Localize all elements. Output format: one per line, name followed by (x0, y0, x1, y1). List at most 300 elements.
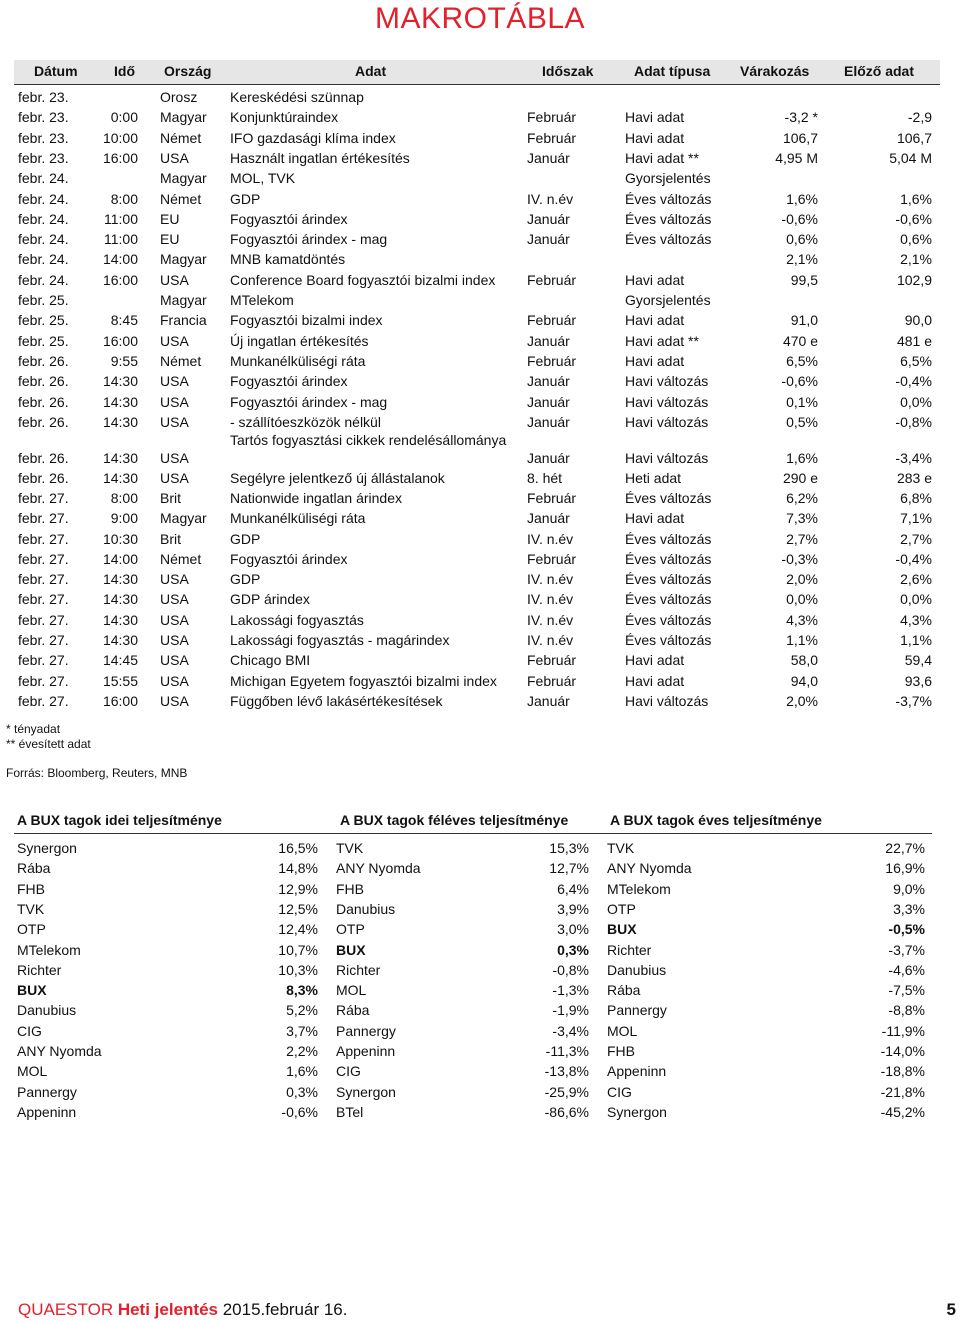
cell-period: Február (527, 352, 577, 369)
cell-period: IV. n.év (527, 571, 574, 588)
cell-country: USA (160, 652, 189, 669)
bux-value: -13,8% (544, 1063, 589, 1080)
cell-period: Február (527, 489, 577, 506)
cell-country: USA (160, 591, 189, 608)
cell-data: GDP (230, 190, 261, 207)
table-row (0, 351, 960, 371)
cell-period: Január (527, 393, 570, 410)
cell-previous: 0,0% (900, 393, 932, 410)
cell-country: USA (160, 271, 189, 288)
header-type: Adat típusa (634, 63, 711, 79)
table-row (0, 630, 960, 650)
cell-data: Konjunktúraindex (230, 109, 339, 126)
bux-value: -11,3% (545, 1043, 589, 1059)
bux-value: 3,9% (557, 900, 589, 917)
cell-time: 14:30 (102, 393, 138, 410)
footer-date: 2015.február 16. (222, 1300, 348, 1319)
cell-expected: 470 e (782, 332, 818, 349)
cell-date: febr. 26. (18, 469, 69, 486)
cell-expected: 0,0% (786, 591, 818, 608)
bux-value: 1,6% (286, 1063, 318, 1080)
bux-name: BUX (607, 921, 637, 938)
cell-period: Január (527, 450, 570, 467)
cell-country: USA (160, 149, 189, 166)
bux-value: -21,8% (880, 1083, 925, 1100)
cell-previous: 4,3% (900, 611, 932, 628)
cell-expected: 2,0% (786, 571, 818, 588)
cell-expected: 4,3% (786, 611, 818, 628)
table-row (0, 290, 960, 310)
cell-date: febr. 24. (18, 210, 69, 227)
table-row (0, 392, 960, 412)
cell-data: Függőben lévő lakásértékesítések (230, 692, 443, 709)
cell-date: febr. 24. (18, 271, 69, 288)
bux-name: Appeninn (336, 1043, 396, 1059)
cell-type: Havi adat ** (625, 149, 699, 166)
cell-type: Havi adat (625, 129, 685, 146)
cell-country: USA (160, 611, 189, 628)
cell-country: Magyar (160, 170, 207, 187)
cell-date: febr. 26. (18, 450, 69, 467)
bux-name: Appeninn (17, 1103, 77, 1120)
cell-previous: 6,5% (900, 352, 932, 369)
cell-time: 15:55 (102, 672, 138, 689)
cell-previous: 2,6% (900, 571, 932, 588)
table-row (0, 229, 960, 249)
bux-name: MTelekom (607, 880, 671, 897)
cell-previous: 0,6% (900, 231, 932, 248)
cell-data: Fogyasztói árindex (230, 210, 348, 227)
table-row (0, 650, 960, 670)
bux-value: -25,9% (544, 1083, 589, 1100)
source-note: Forrás: Bloomberg, Reuters, MNB (6, 766, 188, 780)
bux-row (0, 1061, 960, 1081)
cell-data: Lakossági fogyasztás - magárindex (230, 632, 450, 648)
bux-row (0, 1082, 960, 1102)
bux-name: OTP (336, 921, 365, 938)
cell-expected: 58,0 (790, 652, 818, 669)
cell-type: Éves változás (625, 210, 712, 227)
bux-value: 0,3% (557, 941, 589, 958)
bux-row (0, 919, 960, 939)
cell-previous: 59,4 (904, 652, 932, 669)
cell-date: febr. 27. (18, 550, 69, 567)
cell-previous: 0,0% (900, 591, 932, 608)
cell-type: Éves változás (625, 591, 712, 608)
bux-name: TVK (17, 900, 45, 917)
cell-expected: 6,5% (786, 352, 818, 369)
cell-type: Gyorsjelentés (625, 170, 711, 187)
bux-name: BTel (336, 1103, 364, 1120)
cell-type: Havi változás (625, 373, 709, 390)
cell-period: IV. n.év (527, 190, 574, 207)
bux-value: 10,3% (278, 961, 318, 978)
table-row (0, 432, 960, 468)
header-previous: Előző adat (844, 63, 915, 79)
table-row (0, 468, 960, 488)
cell-expected: 1,1% (786, 632, 818, 648)
bux-value: -4,6% (888, 961, 925, 978)
cell-country: Magyar (160, 292, 207, 308)
cell-time: 11:00 (104, 210, 138, 227)
table-row (0, 671, 960, 691)
bux-name: Synergon (607, 1103, 667, 1120)
cell-date: febr. 27. (18, 571, 69, 588)
cell-data: Fogyasztói árindex - mag (230, 393, 388, 410)
cell-expected: 0,6% (786, 231, 818, 248)
table-row (0, 549, 960, 569)
cell-country: USA (160, 450, 189, 467)
cell-date: febr. 23. (18, 89, 69, 105)
cell-time: 9:00 (110, 510, 138, 527)
bux-value: -11,9% (881, 1022, 925, 1039)
bux-name: Rába (17, 860, 51, 877)
cell-period: IV. n.év (527, 530, 574, 547)
cell-previous: 2,7% (900, 530, 932, 547)
table-row (0, 168, 960, 188)
bux-value: 12,9% (278, 880, 318, 897)
cell-type: Havi adat ** (625, 332, 699, 349)
cell-country: EU (160, 210, 180, 227)
cell-period: Január (527, 413, 570, 430)
cell-expected: -3,2 * (784, 109, 818, 126)
bux-value: 22,7% (885, 840, 925, 856)
cell-previous: 6,8% (900, 489, 932, 506)
cell-expected: 0,1% (786, 393, 818, 410)
cell-data: GDP (230, 571, 261, 588)
bux-name: Richter (17, 961, 62, 978)
bux-value: -7,5% (888, 982, 925, 999)
cell-date: febr. 26. (18, 373, 69, 390)
footer-report: Heti jelentés (117, 1300, 218, 1319)
cell-data: Kereskédési szünnap (230, 89, 364, 105)
header-data: Adat (355, 63, 387, 79)
cell-time: 8:45 (110, 312, 138, 329)
cell-expected: 106,7 (782, 129, 818, 146)
cell-date: febr. 26. (18, 393, 69, 410)
cell-data: Lakossági fogyasztás (230, 611, 364, 628)
cell-previous: 102,9 (896, 271, 932, 288)
cell-time: 16:00 (102, 271, 138, 288)
cell-type: Éves változás (625, 611, 712, 628)
cell-data: Conference Board fogyasztói bizalmi index (230, 271, 496, 288)
cell-country: USA (160, 373, 189, 390)
cell-country: EU (160, 231, 180, 248)
cell-period: Február (527, 550, 577, 567)
cell-period: Február (527, 652, 577, 669)
cell-time: 16:00 (102, 332, 138, 349)
cell-type: Havi adat (625, 271, 685, 288)
table-row (0, 610, 960, 630)
bux-value: 0,3% (286, 1083, 318, 1100)
bux-name: CIG (336, 1063, 361, 1080)
cell-period: 8. hét (527, 469, 563, 486)
header-time: Idő (114, 63, 135, 79)
cell-period: IV. n.év (527, 611, 574, 628)
cell-country: Német (160, 190, 202, 207)
bux-value: -0,6% (281, 1103, 318, 1120)
cell-data: Tartós fogyasztási cikkek rendelésállománya (230, 432, 507, 449)
bux-value: 5,2% (286, 1002, 318, 1019)
cell-type: Éves változás (625, 530, 712, 547)
page-title: MAKROTÁBLA (374, 2, 586, 35)
cell-type: Éves változás (625, 632, 712, 648)
bux-name: CIG (17, 1022, 42, 1039)
cell-data: Használt ingatlan értékesítés (230, 149, 410, 166)
cell-data: Munkanélküliségi ráta (230, 510, 366, 527)
bux-name: ANY Nyomda (336, 860, 421, 877)
bux-row (0, 960, 960, 980)
cell-expected: 1,6% (786, 450, 818, 467)
cell-time: 14:30 (102, 591, 138, 608)
table-row (0, 508, 960, 528)
cell-country: Német (160, 352, 202, 369)
header-date: Dátum (34, 63, 78, 79)
bux-value: 3,3% (893, 900, 925, 917)
bux-name: Synergon (17, 840, 77, 856)
cell-date: febr. 23. (18, 129, 69, 146)
bux-name: CIG (607, 1083, 632, 1100)
bux-value: 2,2% (286, 1043, 318, 1059)
bux-row (0, 1041, 960, 1061)
bux-value: 12,7% (549, 860, 589, 877)
bux-row (0, 838, 960, 858)
cell-previous: 93,6 (904, 672, 932, 689)
cell-country: USA (160, 469, 189, 486)
cell-type: Éves változás (625, 550, 712, 567)
bux-value: 9,0% (893, 880, 925, 897)
table-row (0, 310, 960, 330)
bux-row (0, 940, 960, 960)
bux-name: Pannergy (607, 1002, 667, 1019)
cell-date: febr. 26. (18, 352, 69, 369)
cell-expected: -0,3% (781, 550, 818, 567)
cell-period: Január (527, 231, 570, 248)
cell-country: USA (160, 632, 189, 648)
cell-date: febr. 24. (18, 190, 69, 207)
bux-value: 14,8% (278, 860, 318, 877)
bux-value: 6,4% (557, 880, 589, 897)
cell-date: febr. 27. (18, 489, 69, 506)
cell-time: 14:00 (102, 550, 138, 567)
table-row (0, 331, 960, 351)
footer (18, 1300, 347, 1320)
table-row (0, 488, 960, 508)
cell-period: IV. n.év (527, 632, 574, 648)
cell-date: febr. 27. (18, 672, 69, 689)
bux-value: -0,8% (552, 961, 589, 978)
bux-row (0, 1102, 960, 1122)
bux-name: Appeninn (607, 1063, 667, 1080)
cell-expected: -0,6% (781, 210, 818, 227)
cell-type: Havi változás (625, 413, 709, 430)
cell-previous: -3,7% (895, 692, 932, 709)
cell-type: Éves változás (625, 231, 712, 248)
cell-data: GDP (230, 530, 261, 547)
cell-date: febr. 27. (18, 510, 69, 527)
cell-time: 14:00 (102, 251, 138, 268)
bux-name: Rába (607, 982, 641, 999)
cell-expected: 94,0 (790, 672, 818, 689)
bux-value: -3,4% (552, 1022, 589, 1039)
bux-value: -0,5% (888, 921, 925, 938)
cell-expected: -0,6% (781, 373, 818, 390)
cell-date: febr. 27. (18, 632, 69, 648)
bux-value: -86,6% (544, 1103, 589, 1120)
cell-time: 14:30 (102, 632, 138, 648)
cell-expected: 290 e (782, 469, 818, 486)
cell-date: febr. 24. (18, 231, 69, 248)
cell-previous: 481 e (896, 332, 932, 349)
cell-type: Havi változás (625, 393, 709, 410)
table-row (0, 569, 960, 589)
cell-previous: 5,04 M (889, 149, 932, 166)
cell-expected: 0,5% (786, 413, 818, 430)
bux-value: -3,7% (888, 941, 925, 958)
cell-time: 0:00 (110, 109, 138, 126)
note-annualized: ** évesített adat (6, 737, 91, 751)
cell-previous: -2,9 (907, 109, 932, 126)
bux-row (0, 879, 960, 899)
cell-time: 14:30 (102, 413, 138, 430)
cell-country: Német (160, 129, 202, 146)
cell-expected: 1,6% (786, 190, 818, 207)
cell-date: febr. 25. (18, 332, 69, 349)
cell-type: Havi adat (625, 109, 685, 126)
cell-previous: -0,4% (895, 373, 932, 390)
cell-type: Havi változás (625, 450, 709, 467)
header-country: Ország (164, 63, 212, 79)
cell-time: 14:30 (102, 373, 138, 390)
cell-date: febr. 25. (18, 312, 69, 329)
bux-name: MOL (17, 1063, 48, 1080)
cell-expected: 91,0 (790, 312, 818, 329)
table-row (0, 148, 960, 168)
cell-country: USA (160, 332, 189, 349)
cell-data: Fogyasztói árindex (230, 373, 348, 390)
cell-previous: 283 e (896, 469, 932, 486)
bux-name: Richter (336, 961, 381, 978)
cell-data: Fogyasztói bizalmi index (230, 312, 383, 329)
bux-name: BUX (17, 982, 47, 999)
table-row (0, 87, 960, 107)
cell-data: Nationwide ingatlan árindex (230, 489, 402, 506)
bux-name: ANY Nyomda (607, 860, 692, 877)
cell-expected: 7,3% (786, 510, 818, 527)
cell-period: Február (527, 129, 577, 146)
cell-date: febr. 27. (18, 652, 69, 669)
bux-row (0, 1000, 960, 1020)
bux-value: 12,4% (278, 921, 318, 938)
bux-value: 3,0% (557, 921, 589, 938)
cell-expected: 2,0% (786, 692, 818, 709)
cell-expected: 99,5 (790, 271, 818, 288)
cell-data: IFO gazdasági klíma index (230, 129, 396, 146)
bux-name: FHB (17, 880, 45, 897)
table-row (0, 691, 960, 711)
bux-ytd-title: A BUX tagok idei teljesítménye (17, 812, 222, 828)
bux-value: 15,3% (549, 840, 589, 856)
cell-data: MTelekom (230, 292, 294, 308)
table-row (0, 209, 960, 229)
cell-date: febr. 26. (18, 413, 69, 430)
cell-period: Január (527, 692, 570, 709)
cell-previous: -0,4% (895, 550, 932, 567)
cell-data: GDP árindex (230, 591, 310, 608)
cell-period: Január (527, 332, 570, 349)
cell-country: Magyar (160, 510, 207, 527)
cell-data: Chicago BMI (230, 652, 311, 669)
cell-date: febr. 24. (18, 251, 69, 268)
bux-row (0, 1021, 960, 1041)
table-header (14, 60, 940, 85)
cell-previous: 7,1% (900, 510, 932, 527)
cell-type: Heti adat (625, 469, 682, 486)
cell-previous: 90,0 (904, 312, 932, 329)
bux-value: 16,5% (278, 840, 318, 856)
cell-data: Új ingatlan értékesítés (230, 332, 369, 349)
cell-country: USA (160, 393, 189, 410)
bux-name: Pannergy (336, 1022, 396, 1039)
bux-name: OTP (17, 921, 46, 938)
cell-time: 8:00 (110, 190, 138, 207)
cell-country: Magyar (160, 109, 207, 126)
cell-date: febr. 27. (18, 692, 69, 709)
bux-name: MOL (607, 1022, 638, 1039)
cell-country: USA (160, 692, 189, 709)
cell-previous: 1,6% (900, 190, 932, 207)
cell-time: 14:30 (102, 450, 138, 467)
cell-country: Brit (160, 530, 181, 547)
cell-expected: 4,95 M (775, 149, 818, 166)
bux-name: FHB (607, 1043, 635, 1059)
note-actual: * tényadat (6, 722, 61, 736)
cell-type: Havi adat (625, 510, 685, 527)
bux-name: MTelekom (17, 941, 81, 958)
cell-time: 10:30 (102, 530, 138, 547)
cell-country: USA (160, 571, 189, 588)
bux-row (0, 899, 960, 919)
cell-country: USA (160, 672, 189, 689)
table-row (0, 107, 960, 127)
bux-halfyear-title: A BUX tagok féléves teljesítménye (340, 812, 569, 828)
cell-date: febr. 23. (18, 109, 69, 126)
cell-previous: 1,1% (900, 632, 932, 648)
bux-name: Danubius (336, 900, 396, 917)
bux-value: -45,2% (880, 1103, 925, 1120)
bux-value: -1,3% (552, 982, 589, 999)
bux-name: BUX (336, 941, 366, 958)
cell-type: Éves változás (625, 190, 712, 207)
table-row (0, 189, 960, 209)
cell-country: Francia (160, 312, 207, 329)
bux-name: ANY Nyomda (17, 1043, 102, 1059)
bux-name: OTP (607, 900, 636, 917)
table-row (0, 128, 960, 148)
cell-time: 9:55 (110, 352, 138, 369)
cell-time: 14:45 (102, 652, 138, 669)
cell-time: 14:30 (102, 611, 138, 628)
bux-name: Richter (607, 941, 652, 958)
table-row (0, 412, 960, 432)
table-row (0, 589, 960, 609)
bux-header-divider (14, 833, 932, 834)
bux-year-title: A BUX tagok éves teljesítménye (610, 812, 822, 828)
cell-data: Fogyasztói árindex - mag (230, 231, 388, 248)
cell-period: Január (527, 510, 570, 527)
cell-country: USA (160, 413, 189, 430)
bux-row (0, 980, 960, 1000)
